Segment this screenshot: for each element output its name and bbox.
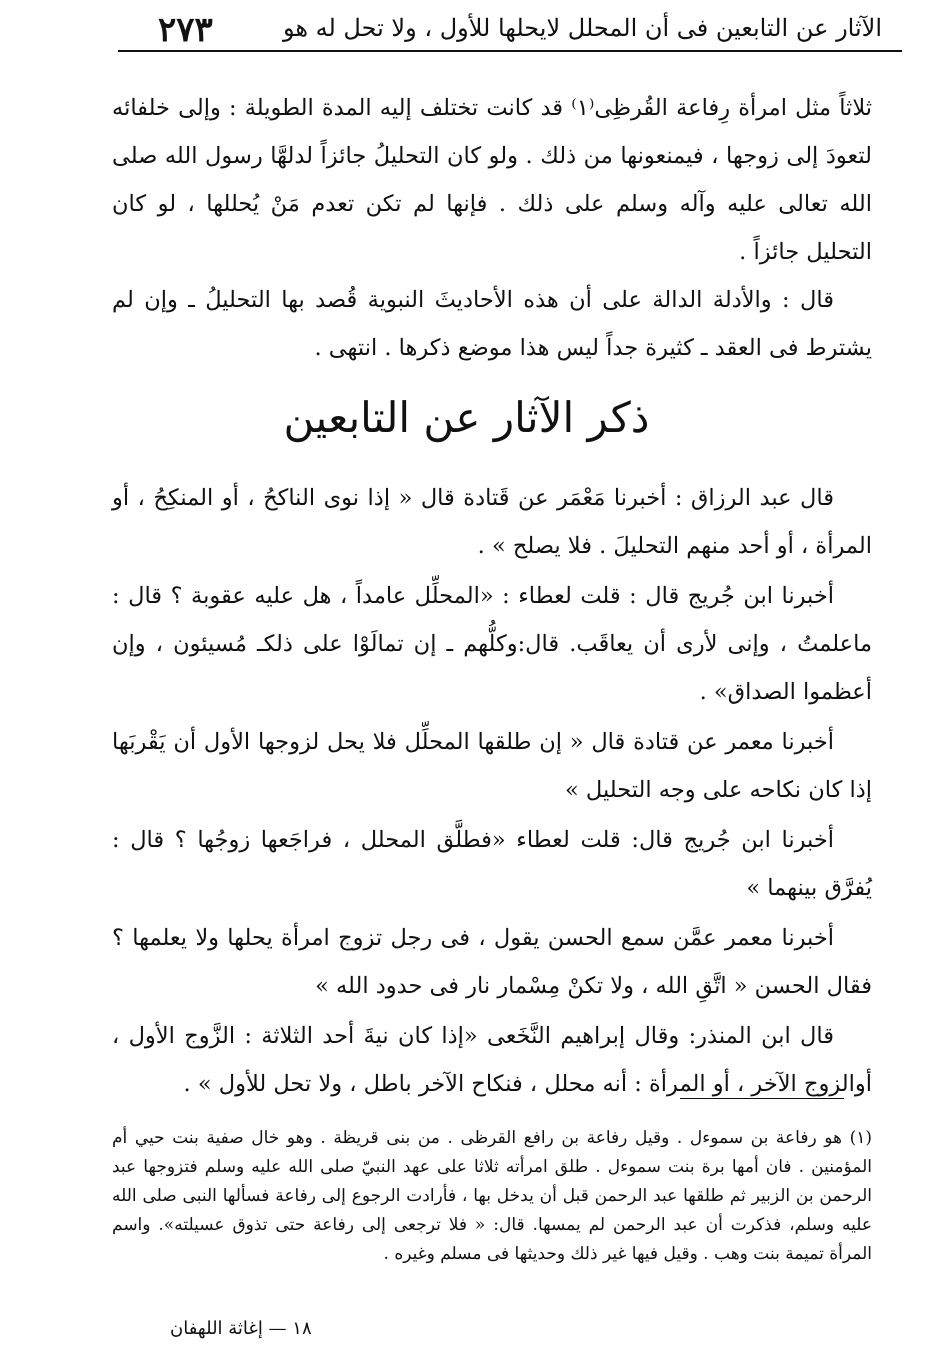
signature-line: ١٨ — إغاثة اللهفان: [170, 1318, 312, 1339]
page-number: ٢٧٣: [158, 10, 213, 50]
paragraph: أخبرنا ابن جُريج قال : قلت لعطاء : «المحلِّل عامداً ، هل عليه عقوبة ؟ قال : ماعلمتُ ، وإنى لأرى أن يعاقَب. قال:وكلُّهم ـ إن تمالَوْا على ذلكـ مُسيئون ، وإن أعظموا الصداق» .: [112, 583, 872, 705]
running-header: [118, 10, 900, 50]
header-title: الآثار عن التابعين فى أن المحلل لايحلها للأول ، ولا تحل له هو: [282, 14, 882, 42]
paragraph: قال عبد الرزاق : أخبرنا مَعْمَر عن قَتادة قال « إذا نوى الناكحُ ، أو المنكِحُ ، أو المرأة ، أو أحد منهم التحليلَ . فلا يصلح » .: [112, 485, 872, 559]
body-block-1: [112, 84, 872, 372]
paragraph: قال : والأدلة الدالة على أن هذه الأحاديثَ النبوية قُصد بها التحليلُ ـ وإن لم يشترط فى العقد ـ كثيرة جداً ليس هذا موضع ذكرها . انتهى .: [112, 287, 872, 361]
body-block-2: [112, 474, 872, 1110]
section-heading: ذكر الآثار عن التابعين: [283, 393, 650, 442]
footnote-rule: [680, 1098, 844, 1099]
paragraph: أخبرنا معمر عمَّن سمع الحسن يقول ، فى رجل تزوج امرأة يحلها ولا يعلمها ؟ فقال الحسن « اتَّقِ الله ، ولا تكنْ مِسْمار نار فى حدود الله »: [112, 925, 872, 999]
footnote: (١) هو رفاعة بن سموءل . وقيل رفاعة بن رافع القرظى . من بنى قريظة . وهو خال صفية بنت حيي أم المؤمنين . فان أمها برة بنت سموءل . طلق امرأته ثلاثا على عهد النبيّ صلى الله عليه وسلم فتزوجها عبد الرحمن بن الزبير ثم طلقها عبد الرحمن قبل أن يدخل بها ، فأرادت الرجوع إلى رفاعة فسألها النبى صلى الله عليه وسلم، فذكرت أن عبد الرحمن لم يمسها. قال: « فلا ترجعى إلى رفاعة حتى تذوق عسيلته». واسم المرأة تميمة بنت وهب . وقيل فيها غير ذلك وحديثها فى مسلم وغيره .: [112, 1128, 872, 1264]
header-rule: [118, 50, 902, 52]
footnotes: [112, 1124, 872, 1269]
paragraph: أخبرنا ابن جُريج قال: قلت لعطاء «فطلَّق المحلل ، فراجَعها زوجُها ؟ قال : يُفرَّق بينهما »: [112, 827, 872, 901]
paragraph: أخبرنا معمر عن قتادة قال « إن طلقها المحلِّل فلا يحل لزوجها الأول أن يَقْربَها إذا كان نكاحه على وجه التحليل »: [112, 729, 872, 803]
paragraph: ثلاثاً مثل امرأة رِفاعة القُرظِى⁽١⁾ قد كانت تختلف إليه المدة الطويلة : وإلى خلفائه لتعودَ إلى زوجها ، فيمنعونها من ذلك . ولو كان التحليلُ جائزاً لدلهَّا رسول الله صلى الله تعالى عليه وآله وسلم على ذلك . فإنها لم تكن تعدم مَنْ يُحللها ، لو كان التحليل جائزاً .: [112, 95, 873, 265]
paragraph: قال ابن المنذر: وقال إبراهيم النَّخَعى «إذا كان نيةَ أحد الثلاثة : الزَّوج الأول ، أوالزوج الآخر ، أو المرأة : أنه محلل ، فنكاح الآخر باطل ، ولا تحل للأول » .: [112, 1023, 872, 1097]
